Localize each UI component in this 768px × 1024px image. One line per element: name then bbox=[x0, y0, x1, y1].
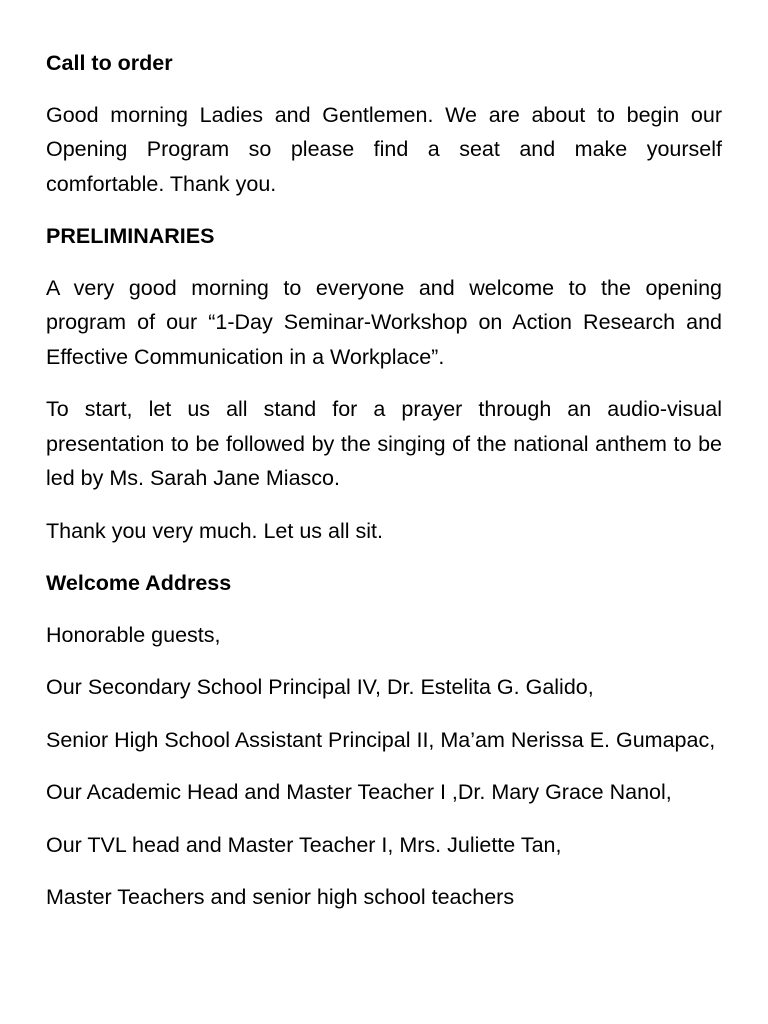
preliminaries-paragraph-sit: Thank you very much. Let us all sit. bbox=[46, 518, 383, 543]
call-to-order-paragraph: Good morning Ladies and Gentlemen. We are about to begin our Opening Program so please find a seat and make yourself comfortable. Thank you. bbox=[46, 102, 722, 196]
welcome-address-line: Our TVL head and Master Teacher I, Mrs. Juliette Tan, bbox=[46, 832, 562, 857]
document-page bbox=[46, 46, 722, 915]
welcome-address-heading: Welcome Address bbox=[46, 571, 232, 595]
preliminaries-heading: PRELIMINARIES bbox=[46, 224, 215, 248]
welcome-address-line: Our Academic Head and Master Teacher I ,Dr. Mary Grace Nanol, bbox=[46, 780, 672, 804]
preliminaries-paragraph-prayer: To start, let us all stand for a prayer through an audio-visual presentation to be followed by the singing of the national anthem to be led by Ms. Sarah Jane Miasco. bbox=[46, 397, 722, 490]
welcome-address-line: Master Teachers and senior high school teachers bbox=[46, 885, 515, 909]
welcome-address-line: Senior High School Assistant Principal II, Ma’am Nerissa E. Gumapac, bbox=[46, 727, 716, 752]
preliminaries-paragraph-welcome: A very good morning to everyone and welcome to the opening program of our “1-Day Seminar-Workshop on Action Research and Effective Communication in a Workplace”. bbox=[46, 275, 722, 369]
welcome-address-line: Our Secondary School Principal IV, Dr. Estelita G. Galido, bbox=[46, 675, 594, 699]
call-to-order-heading: Call to order bbox=[46, 51, 173, 75]
welcome-address-line: Honorable guests, bbox=[46, 622, 221, 647]
